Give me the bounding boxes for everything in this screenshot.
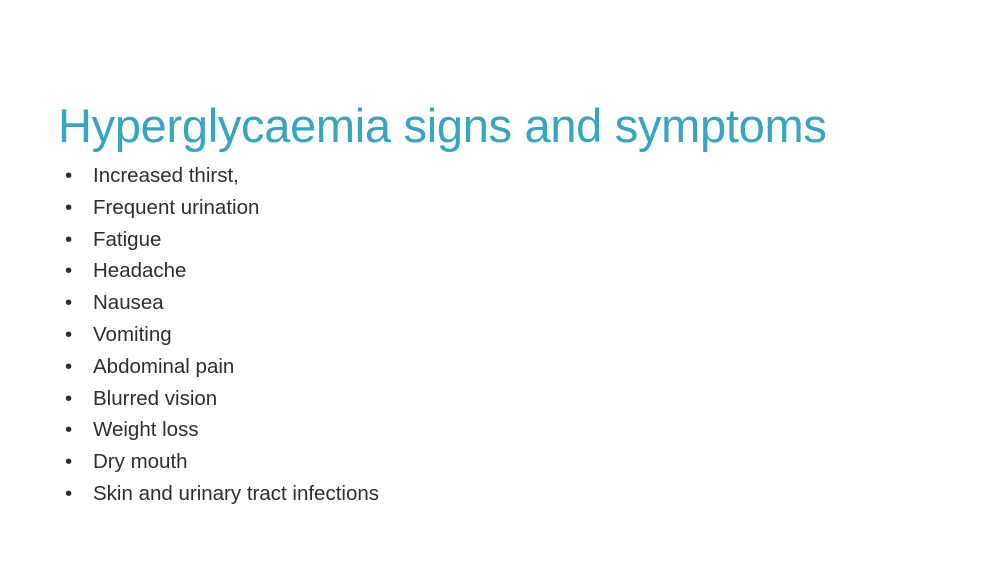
list-item [58,255,938,287]
bullet-marker-icon: • [65,291,73,315]
list-item-label: Abdominal pain [93,354,235,378]
list-item-label: Dry mouth [93,450,188,474]
list-item-label: Vomiting [93,322,172,346]
list-item [58,192,938,224]
bullet-marker-icon: • [65,195,73,219]
list-item [58,160,938,192]
list-item-label: Skin and urinary tract infections [93,481,379,505]
bullet-marker-icon: • [65,322,73,346]
list-item [58,383,938,415]
page-title: Hyperglycaemia signs and symptoms [58,99,827,153]
bullet-marker-icon: • [65,386,73,410]
bullet-marker-icon: • [65,450,73,474]
bullet-marker-icon: • [65,354,73,378]
bullet-marker-icon: • [65,481,73,505]
list-item-label: Fatigue [93,227,162,251]
list-item-label: Increased thirst, [93,164,239,187]
list-item [58,414,938,446]
bullet-marker-icon: • [65,164,73,187]
bullet-marker-icon: • [65,418,73,442]
list-item-label: Nausea [93,291,164,315]
list-item-label: Frequent urination [93,195,260,219]
list-item [58,287,938,319]
list-item-label: Weight loss [93,418,199,442]
list-item-label: Headache [93,259,187,283]
list-item [58,446,938,478]
list-item-label: Blurred vision [93,386,218,410]
bullet-marker-icon: • [65,259,73,283]
list-item [58,319,938,351]
bullet-list [58,160,938,510]
list-item [58,224,938,256]
list-item [58,478,938,510]
bullet-marker-icon: • [65,227,73,251]
list-item [58,351,938,383]
